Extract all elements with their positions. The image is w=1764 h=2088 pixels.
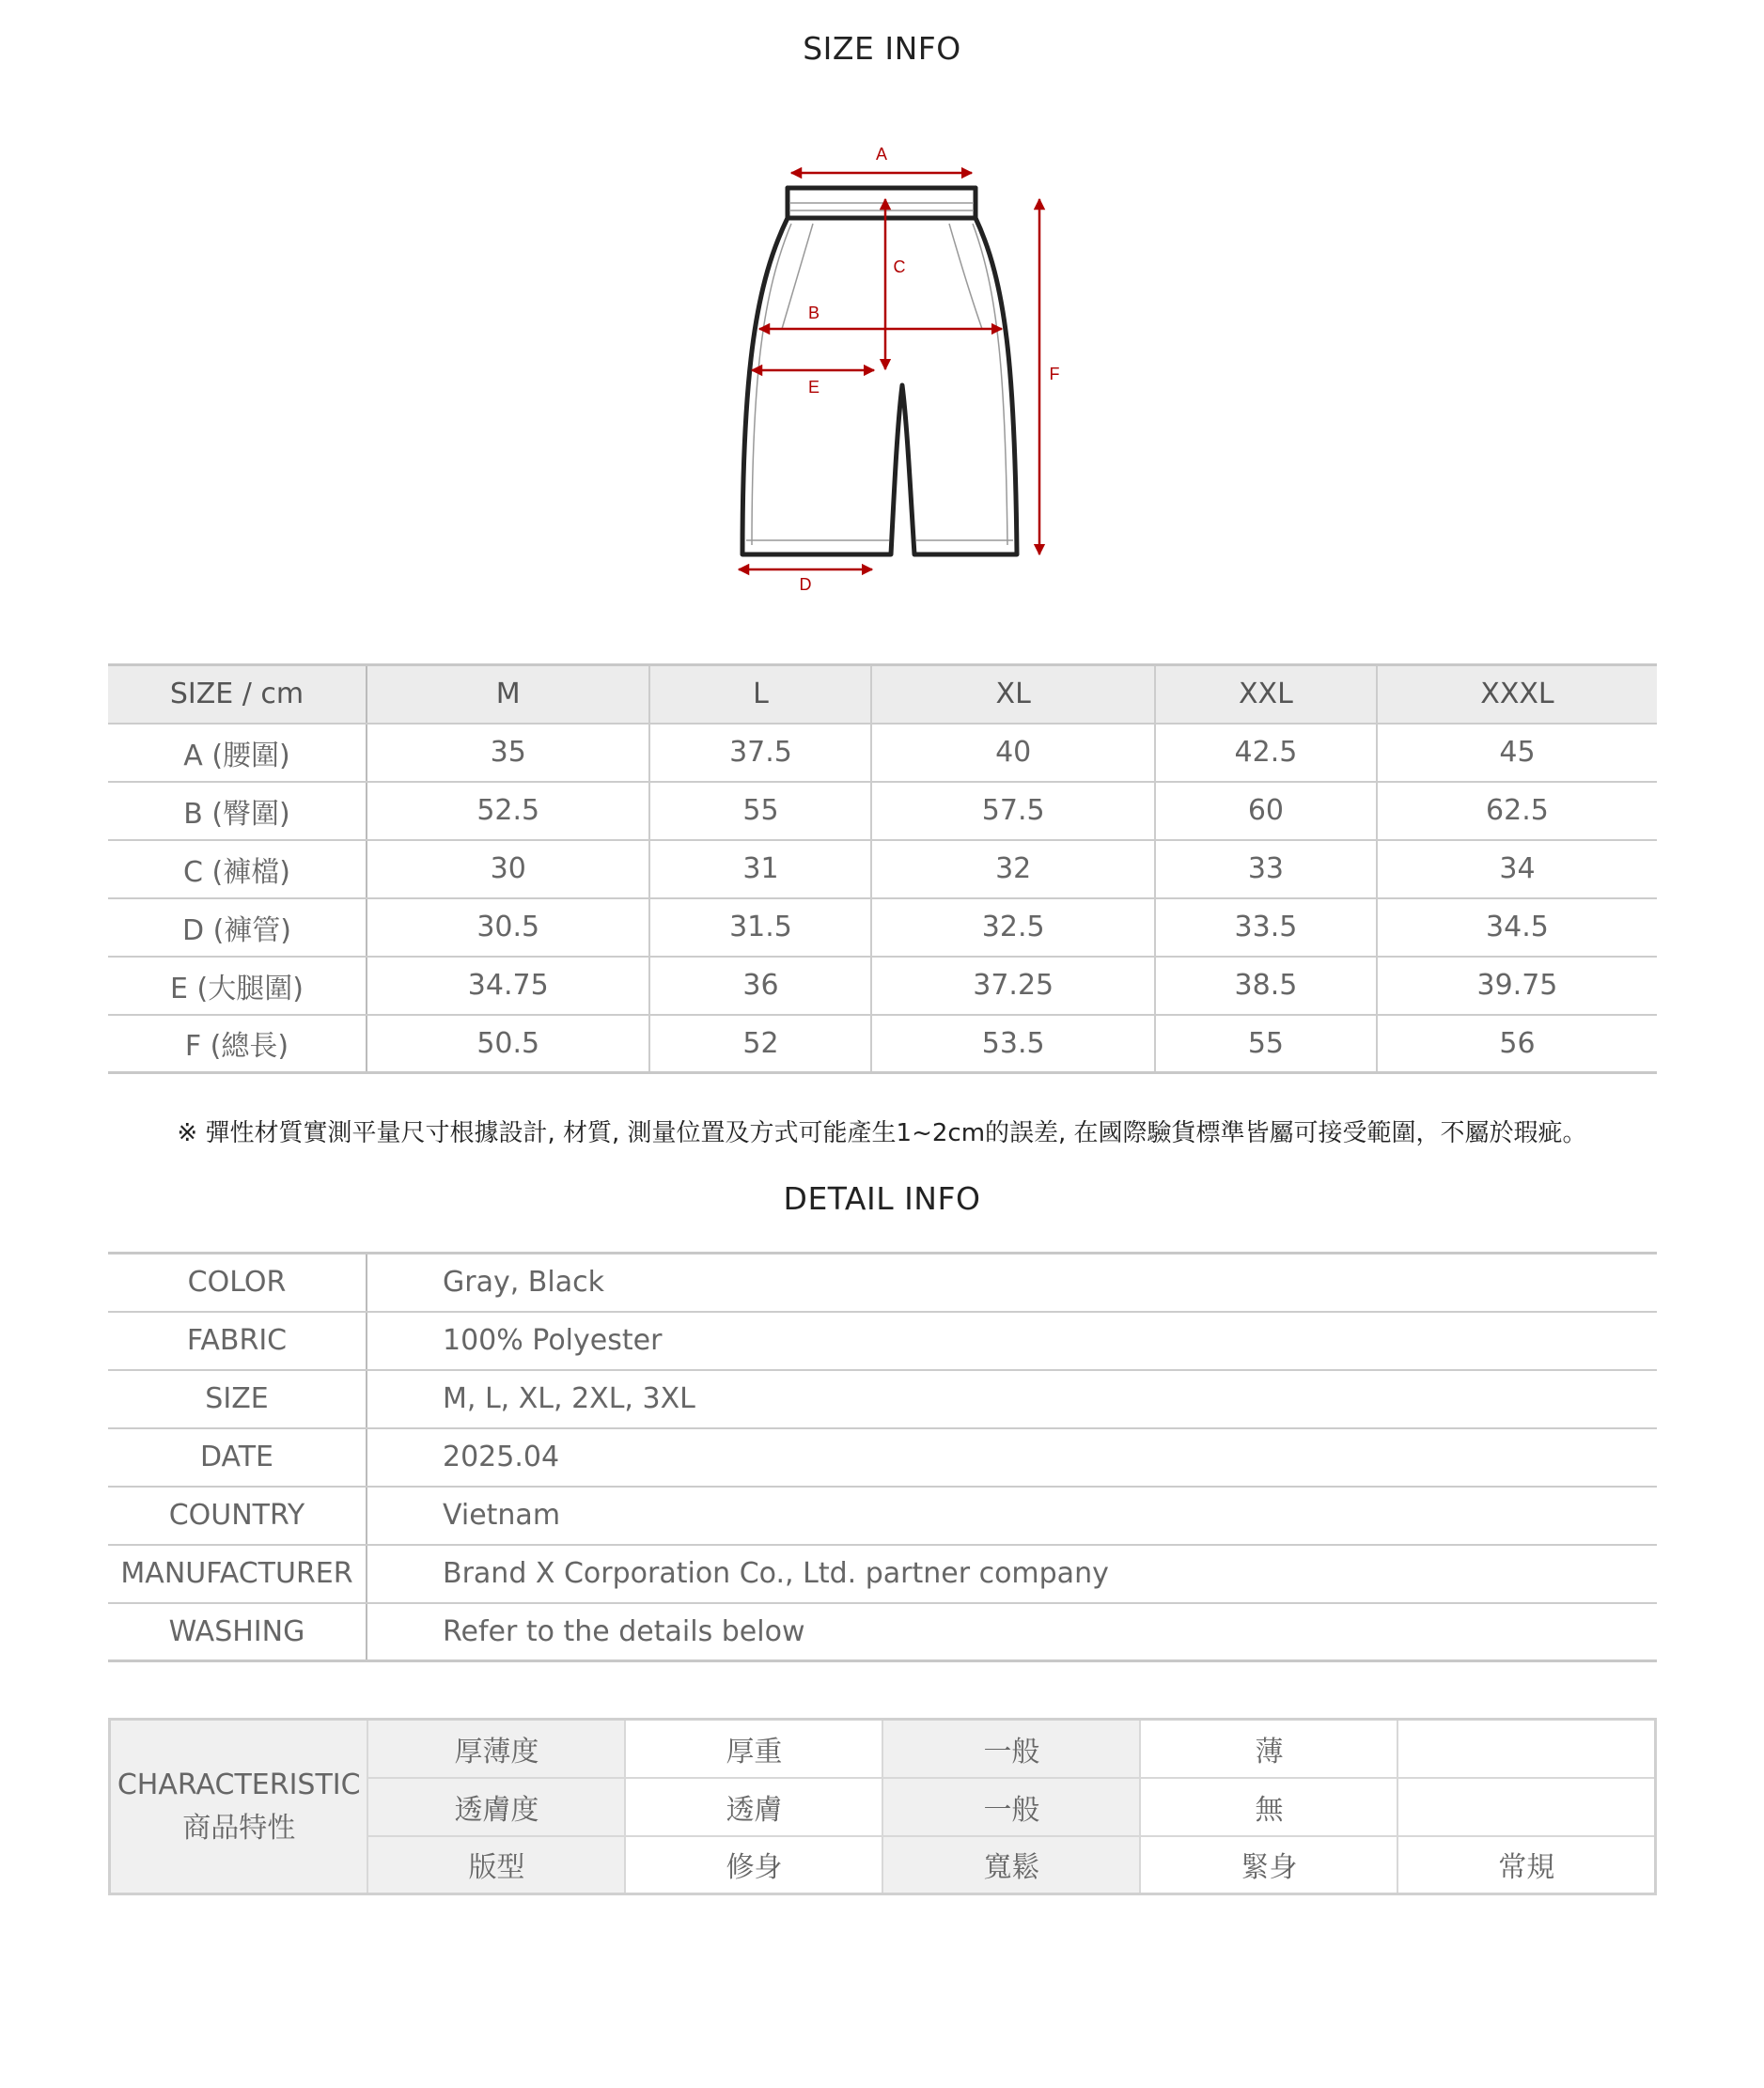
cell: 33 — [1155, 840, 1377, 898]
cell: 56 — [1377, 1015, 1657, 1073]
characteristic-option-selected: 一般 — [882, 1778, 1140, 1836]
detail-key: DATE — [108, 1428, 367, 1487]
detail-value: Gray, Black — [367, 1254, 1657, 1312]
row-label: C (褲檔) — [108, 840, 367, 898]
detail-key: COUNTRY — [108, 1487, 367, 1545]
characteristic-option: 薄 — [1140, 1720, 1397, 1778]
detail-value: Vietnam — [367, 1487, 1657, 1545]
cell: 34 — [1377, 840, 1657, 898]
characteristic-attribute: 透膚度 — [367, 1778, 625, 1836]
cell: 32.5 — [871, 898, 1154, 957]
marker-f: F — [1049, 365, 1060, 383]
size-header-xl: XL — [871, 665, 1154, 724]
detail-value: Brand X Corporation Co., Ltd. partner company — [367, 1545, 1657, 1603]
detail-value: 100% Polyester — [367, 1312, 1657, 1370]
characteristic-option-selected: 寬鬆 — [882, 1836, 1140, 1894]
cell: 62.5 — [1377, 782, 1657, 840]
cell: 34.75 — [367, 957, 649, 1015]
detail-key: WASHING — [108, 1603, 367, 1661]
measurement-note: ※ 彈性材質實測平量尺寸根據設計, 材質, 測量位置及方式可能產生1~2cm的誤差, 在國際驗貨標準皆屬可接受範圍，不屬於瑕疵。 — [177, 1119, 1587, 1147]
marker-a: A — [875, 145, 888, 164]
size-header-label: SIZE / cm — [108, 665, 367, 724]
cell: 35 — [367, 724, 649, 782]
marker-e: E — [807, 378, 820, 397]
characteristic-label — [110, 1720, 368, 1894]
cell: 34.5 — [1377, 898, 1657, 957]
size-info-title: SIZE INFO — [803, 30, 961, 67]
size-header-xxl: XXL — [1155, 665, 1377, 724]
detail-value: 2025.04 — [367, 1428, 1657, 1487]
row-label: D (褲管) — [108, 898, 367, 957]
characteristic-option: 無 — [1140, 1778, 1397, 1836]
detail-key: SIZE — [108, 1370, 367, 1428]
characteristic-label-zh: 商品特性 — [182, 1811, 296, 1845]
characteristic-option: 透膚 — [625, 1778, 882, 1836]
cell: 33.5 — [1155, 898, 1377, 957]
table-row — [108, 840, 1657, 898]
detail-info-title: DETAIL INFO — [783, 1180, 981, 1217]
cell: 52 — [649, 1015, 871, 1073]
cell: 40 — [871, 724, 1154, 782]
table-row — [108, 898, 1657, 957]
cell: 37.25 — [871, 957, 1154, 1015]
marker-d: D — [799, 575, 812, 594]
size-table — [108, 663, 1657, 1074]
characteristic-row — [110, 1720, 1656, 1778]
cell: 57.5 — [871, 782, 1154, 840]
table-row — [108, 724, 1657, 782]
detail-value: M, L, XL, 2XL, 3XL — [367, 1370, 1657, 1428]
row-label: E (大腿圍) — [108, 957, 367, 1015]
cell: 32 — [871, 840, 1154, 898]
detail-key: MANUFACTURER — [108, 1545, 367, 1603]
table-row — [108, 957, 1657, 1015]
characteristic-option: 厚重 — [625, 1720, 882, 1778]
detail-row-manufacturer — [108, 1545, 1657, 1603]
row-label: F (總長) — [108, 1015, 367, 1073]
marker-b: B — [807, 304, 820, 322]
characteristic-attribute: 厚薄度 — [367, 1720, 625, 1778]
characteristic-table — [108, 1718, 1657, 1895]
cell: 39.75 — [1377, 957, 1657, 1015]
detail-table — [108, 1252, 1657, 1662]
cell: 30.5 — [367, 898, 649, 957]
cell: 31 — [649, 840, 871, 898]
cell: 30 — [367, 840, 649, 898]
detail-key: COLOR — [108, 1254, 367, 1312]
characteristic-option: 修身 — [625, 1836, 882, 1894]
characteristic-option-selected: 一般 — [882, 1720, 1140, 1778]
cell: 36 — [649, 957, 871, 1015]
cell: 60 — [1155, 782, 1377, 840]
size-header-m: M — [367, 665, 649, 724]
size-table-header — [108, 665, 1657, 724]
size-header-xxxl: XXXL — [1377, 665, 1657, 724]
detail-row-country — [108, 1487, 1657, 1545]
shorts-measurement-diagram — [724, 141, 1081, 601]
cell: 55 — [649, 782, 871, 840]
characteristic-option: 緊身 — [1140, 1836, 1397, 1894]
characteristic-attribute: 版型 — [367, 1836, 625, 1894]
cell: 31.5 — [649, 898, 871, 957]
size-header-l: L — [649, 665, 871, 724]
cell: 53.5 — [871, 1015, 1154, 1073]
characteristic-option — [1397, 1778, 1655, 1836]
cell: 45 — [1377, 724, 1657, 782]
characteristic-option — [1397, 1720, 1655, 1778]
detail-row-washing — [108, 1603, 1657, 1661]
characteristic-option: 常規 — [1397, 1836, 1655, 1894]
detail-row-size — [108, 1370, 1657, 1428]
cell: 37.5 — [649, 724, 871, 782]
detail-row-color — [108, 1254, 1657, 1312]
characteristic-label-en: CHARACTERISTIC — [117, 1768, 361, 1801]
table-row — [108, 1015, 1657, 1073]
detail-row-fabric — [108, 1312, 1657, 1370]
detail-row-date — [108, 1428, 1657, 1487]
cell: 52.5 — [367, 782, 649, 840]
cell: 38.5 — [1155, 957, 1377, 1015]
row-label: A (腰圍) — [108, 724, 367, 782]
detail-key: FABRIC — [108, 1312, 367, 1370]
cell: 55 — [1155, 1015, 1377, 1073]
cell: 50.5 — [367, 1015, 649, 1073]
detail-value: Refer to the details below — [367, 1603, 1657, 1661]
row-label: B (臀圍) — [108, 782, 367, 840]
table-row — [108, 782, 1657, 840]
marker-c: C — [893, 257, 906, 276]
cell: 42.5 — [1155, 724, 1377, 782]
